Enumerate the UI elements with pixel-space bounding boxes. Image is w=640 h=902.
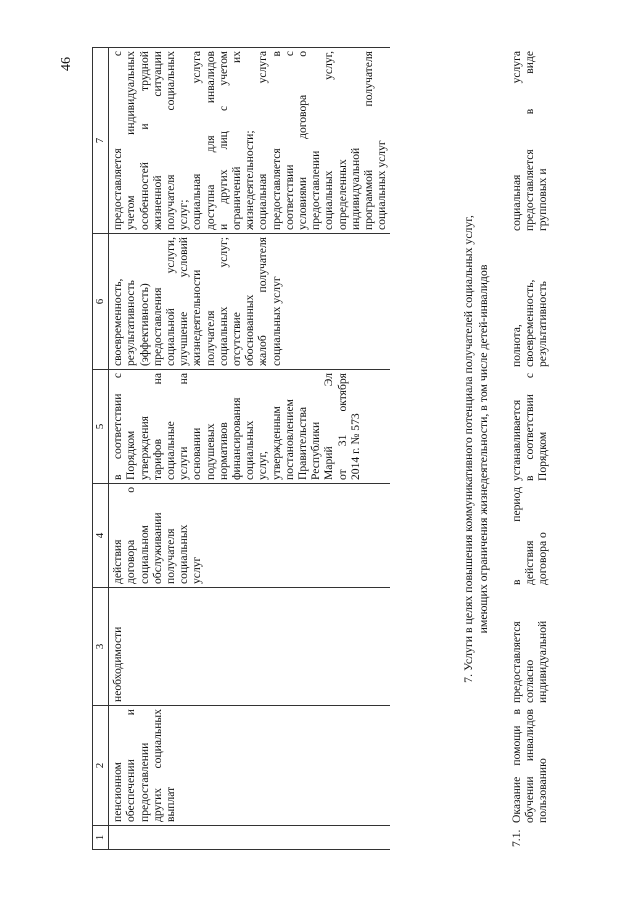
cell-text-line: групповых и [536, 168, 550, 231]
row71-number: 7.1. [510, 829, 523, 847]
cell-text-line: необходимости [111, 626, 125, 702]
row71-col-6 [508, 234, 552, 370]
cell-text-line: Марий Эл [322, 373, 336, 480]
row71-col-4 [508, 484, 552, 588]
cell-text-line: результативность [124, 280, 138, 366]
cell-text-line: в период [510, 487, 523, 585]
cell-text-line: индивидуальной [536, 620, 550, 703]
cell-text-line: пенсионном [111, 761, 125, 822]
cell-text-line: получателя социальных [164, 51, 178, 230]
cell-text-line: жизненной ситуации [150, 51, 164, 230]
cell-text-line: полнота, [510, 324, 523, 367]
section-7-table [508, 48, 552, 850]
header-col-4: 4 [93, 484, 109, 588]
cell-col-6 [109, 234, 391, 370]
cell-text-line: социальных [177, 524, 191, 584]
cell-text-line: результативность [536, 281, 550, 367]
header-col-3: 3 [93, 588, 109, 706]
cell-text-line: условиями договора о [296, 51, 310, 230]
cell-text-line: Оказание помощи в [510, 709, 523, 823]
cell-text-line: социальных услуг [375, 140, 389, 230]
header-col-6: 6 [93, 234, 109, 370]
services-table [92, 47, 390, 850]
cell-text-line: жизнедеятельности; [243, 130, 257, 230]
cell-col-5 [109, 370, 391, 484]
cell-text-line: 2014 г. № 573 [348, 413, 362, 480]
cell-text-line: получателя [203, 310, 217, 366]
cell-text-line: основании [190, 427, 204, 480]
cell-text-line: обучении инвалидов [523, 709, 537, 823]
header-col-1: 1 [93, 826, 109, 850]
cell-text-line: социальные [164, 421, 178, 480]
cell-col-3 [109, 588, 391, 706]
cell-text-line: Республики [309, 421, 323, 480]
cell-text-line: доступна для инвалидов [203, 51, 217, 230]
cell-text-line: от 31 октября [335, 373, 349, 480]
cell-text-line: жизнедеятельности [190, 269, 204, 366]
page-number: 46 [59, 57, 74, 71]
cell-text-line: услуг; [177, 199, 191, 230]
header-row [93, 48, 109, 850]
cell-text-line: в соответствии с [111, 373, 125, 480]
cell-text-line: программой получателя [362, 51, 376, 230]
cell-text-line: (эффективность) [137, 283, 151, 366]
cell-text-line: обеспечении и [124, 709, 138, 822]
cell-text-line: действия [523, 540, 537, 585]
cell-text-line: предоставляется с [111, 51, 125, 230]
cell-text-line: социальной услуги, [164, 237, 178, 366]
section-heading-line-2: имеющих ограничения жизнедеятельности, в том числе детей-инвалидов [476, 264, 490, 634]
cell-text-line: предоставлении [137, 742, 151, 822]
cell-text-line: утверждения [137, 415, 151, 480]
cell-text-line: действия [111, 539, 125, 584]
section-heading-line-1: 7. Услуги в целях повышения коммуникативного потенциала получателей социальных услуг, [461, 215, 475, 683]
cell-text-line: социальная услуга [190, 51, 204, 230]
cell-text-line: и других лиц с учетом [216, 51, 230, 230]
cell-text-line: Порядком [536, 431, 550, 481]
cell-text-line: предоставления [150, 287, 164, 366]
cell-text-line: подушевых [203, 423, 217, 480]
cell-text-line: социальных [243, 420, 257, 480]
cell-text-line: улучшение условий [177, 237, 191, 366]
cell-col-4 [109, 484, 391, 588]
cell-text-line: договора о [124, 487, 138, 584]
cell-text-line: предоставлении [309, 150, 323, 230]
cell-text-line: жалоб получателя [256, 237, 270, 366]
row71-col-3 [508, 588, 552, 706]
cell-text-line: обслуживании [150, 512, 164, 584]
cell-text-line: договора о [536, 532, 550, 585]
cell-text-line: услуг [190, 556, 204, 584]
cell-text-line: тарифов на [150, 373, 164, 480]
cell-text-line: отсутствие [230, 312, 244, 366]
cell-text-line: услуг, [256, 451, 270, 480]
header-col-7: 7 [93, 48, 109, 234]
cell-text-line: предоставляется в [269, 51, 283, 230]
cell-text-line: обоснованных [243, 294, 257, 366]
cell-text-line: Правительства [296, 407, 310, 480]
cell-text-line: согласно [523, 659, 537, 703]
cell-text-line: финансирования [230, 397, 244, 480]
cell-text-line: социальная услуга [510, 51, 523, 231]
cell-text-line: услуги на [177, 373, 191, 480]
cell-text-line: социальных услуг [269, 276, 283, 366]
cell-text-line: социальная услуга [256, 51, 270, 230]
cell-text-line: предоставляется в виде [523, 51, 537, 231]
cell-col-2 [109, 706, 391, 826]
table-row [109, 48, 391, 850]
cell-text-line: предоставляется [510, 621, 523, 703]
header-col-5: 5 [93, 370, 109, 484]
header-col-2: 2 [93, 706, 109, 826]
row71-col-2 [508, 706, 552, 826]
cell-text-line: постановлением [282, 399, 296, 480]
cell-text-line: устанавливается [510, 399, 523, 481]
cell-text-line: нормативов [216, 422, 230, 480]
cell-text-line: соответствии с [282, 51, 296, 230]
cell-text-line: других социальных [150, 709, 164, 822]
cell-col-7 [109, 48, 391, 234]
cell-text-line: определенных [335, 159, 349, 230]
cell-text-line: социальных услуг; [216, 237, 230, 366]
cell-text-line: Порядком [124, 430, 138, 480]
row71-col-7 [508, 48, 552, 234]
cell-text-line: своевременность, [111, 278, 125, 366]
cell-text-line: пользованию [536, 758, 550, 823]
cell-text-line: получателя [164, 528, 178, 584]
cell-text-line: ограничений их [230, 51, 244, 230]
cell-text-line: выплат [164, 786, 178, 822]
cell-text-line: особенностей и трудной [137, 51, 151, 230]
cell-text-line: утвержденным [269, 406, 283, 480]
cell-text-line: своевременность, [523, 279, 537, 367]
cell-text-line: учетом индивидуальных [124, 51, 138, 230]
cell-col-1 [109, 826, 391, 850]
row71-col-5 [508, 370, 552, 484]
cell-text-line: в соответствии с [523, 373, 537, 481]
cell-text-line: индивидуальной [348, 147, 362, 230]
cell-text-line: социальных услуг, [322, 51, 336, 230]
cell-text-line: социальном [137, 525, 151, 584]
table-row [508, 48, 552, 850]
